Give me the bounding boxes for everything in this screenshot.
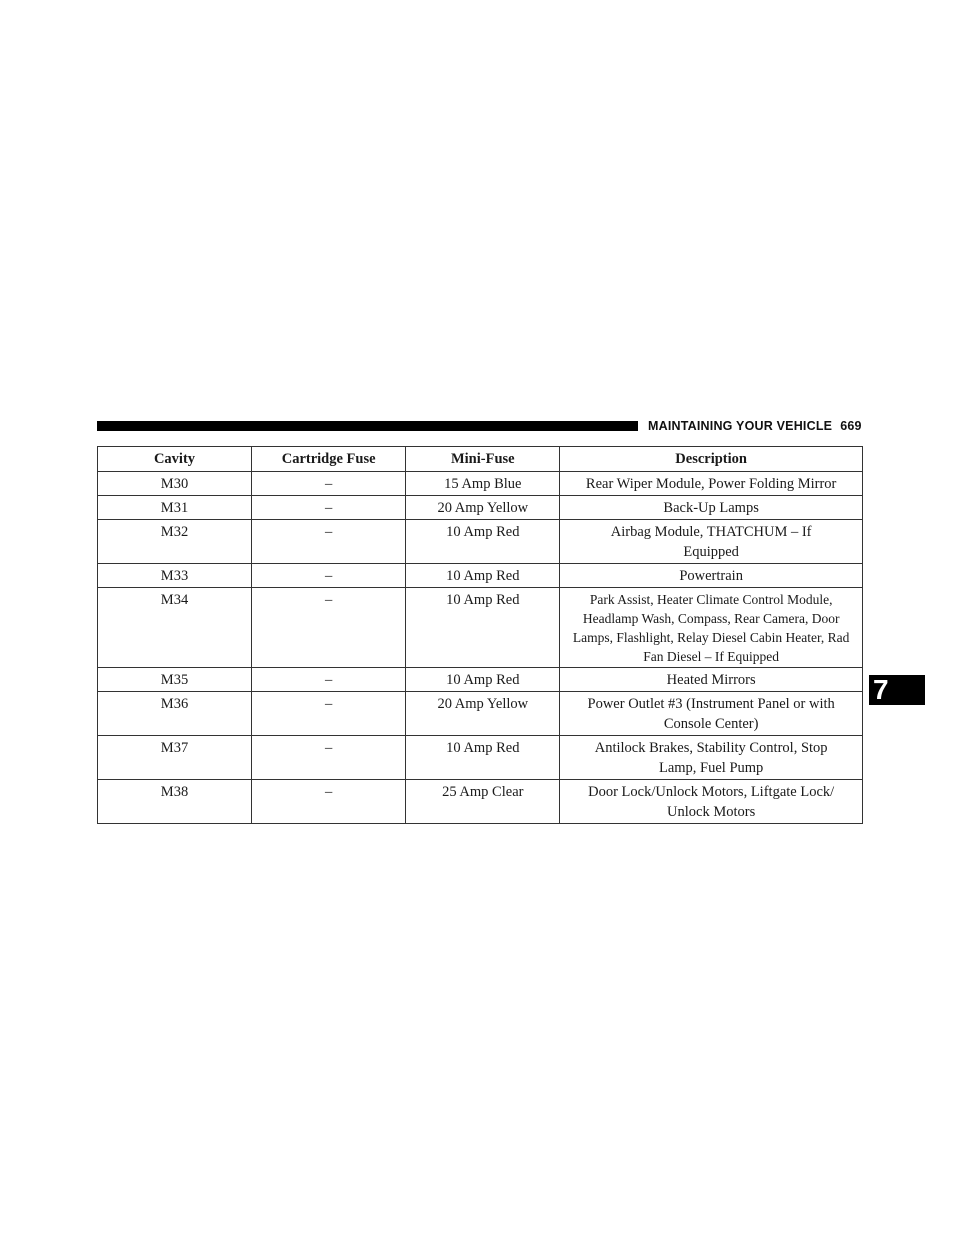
cell-cavity: M37 [98, 736, 252, 780]
cell-mini: 10 Amp Red [406, 668, 560, 692]
table-row [98, 520, 863, 564]
cell-cartridge: – [252, 472, 406, 496]
cell-mini: 10 Amp Red [406, 736, 560, 780]
cell-cartridge: – [252, 692, 406, 736]
table-header-row [98, 447, 863, 472]
cell-mini: 10 Amp Red [406, 520, 560, 564]
running-header [648, 418, 862, 434]
column-header-cartridge-fuse: Cartridge Fuse [252, 447, 406, 472]
cell-cartridge: – [252, 520, 406, 564]
cell-cavity: M38 [98, 780, 252, 824]
table-row [98, 472, 863, 496]
cell-description: Door Lock/Unlock Motors, Liftgate Lock/ Unlock Motors [560, 780, 863, 824]
cell-description: Airbag Module, THATCHUM – If Equipped [560, 520, 863, 564]
cell-cartridge: – [252, 736, 406, 780]
chapter-tab: 7 [869, 675, 925, 705]
cell-cartridge: – [252, 564, 406, 588]
column-header-mini-fuse: Mini-Fuse [406, 447, 560, 472]
cell-cavity: M35 [98, 668, 252, 692]
fuse-table [97, 446, 863, 824]
table-row [98, 668, 863, 692]
cell-mini: 20 Amp Yellow [406, 496, 560, 520]
column-header-cavity: Cavity [98, 447, 252, 472]
cell-mini: 10 Amp Red [406, 564, 560, 588]
column-header-description: Description [560, 447, 863, 472]
cell-cavity: M36 [98, 692, 252, 736]
cell-cavity: M31 [98, 496, 252, 520]
cell-mini: 25 Amp Clear [406, 780, 560, 824]
cell-cartridge: – [252, 588, 406, 668]
cell-cartridge: – [252, 668, 406, 692]
cell-cavity: M30 [98, 472, 252, 496]
cell-mini: 20 Amp Yellow [406, 692, 560, 736]
cell-cavity: M34 [98, 588, 252, 668]
cell-cartridge: – [252, 496, 406, 520]
cell-description: Park Assist, Heater Climate Control Module, Headlamp Wash, Compass, Rear Camera, Door Lamps, Flashlight, Relay Diesel Cabin Heater, Rad Fan Diesel – If Equipped [560, 588, 863, 668]
cell-description: Heated Mirrors [560, 668, 863, 692]
table-row [98, 588, 863, 668]
table-row [98, 780, 863, 824]
cell-description: Powertrain [560, 564, 863, 588]
cell-description: Power Outlet #3 (Instrument Panel or with Console Center) [560, 692, 863, 736]
cell-mini: 10 Amp Red [406, 588, 560, 668]
table-row [98, 564, 863, 588]
table-row [98, 736, 863, 780]
table-row [98, 692, 863, 736]
cell-cavity: M33 [98, 564, 252, 588]
cell-cavity: M32 [98, 520, 252, 564]
cell-cartridge: – [252, 780, 406, 824]
section-title: MAINTAINING YOUR VEHICLE [648, 419, 833, 433]
cell-description: Back-Up Lamps [560, 496, 863, 520]
table-row [98, 496, 863, 520]
cell-description: Rear Wiper Module, Power Folding Mirror [560, 472, 863, 496]
cell-mini: 15 Amp Blue [406, 472, 560, 496]
header-rule [97, 421, 638, 431]
cell-description: Antilock Brakes, Stability Control, Stop Lamp, Fuel Pump [560, 736, 863, 780]
page-number: 669 [840, 419, 862, 433]
